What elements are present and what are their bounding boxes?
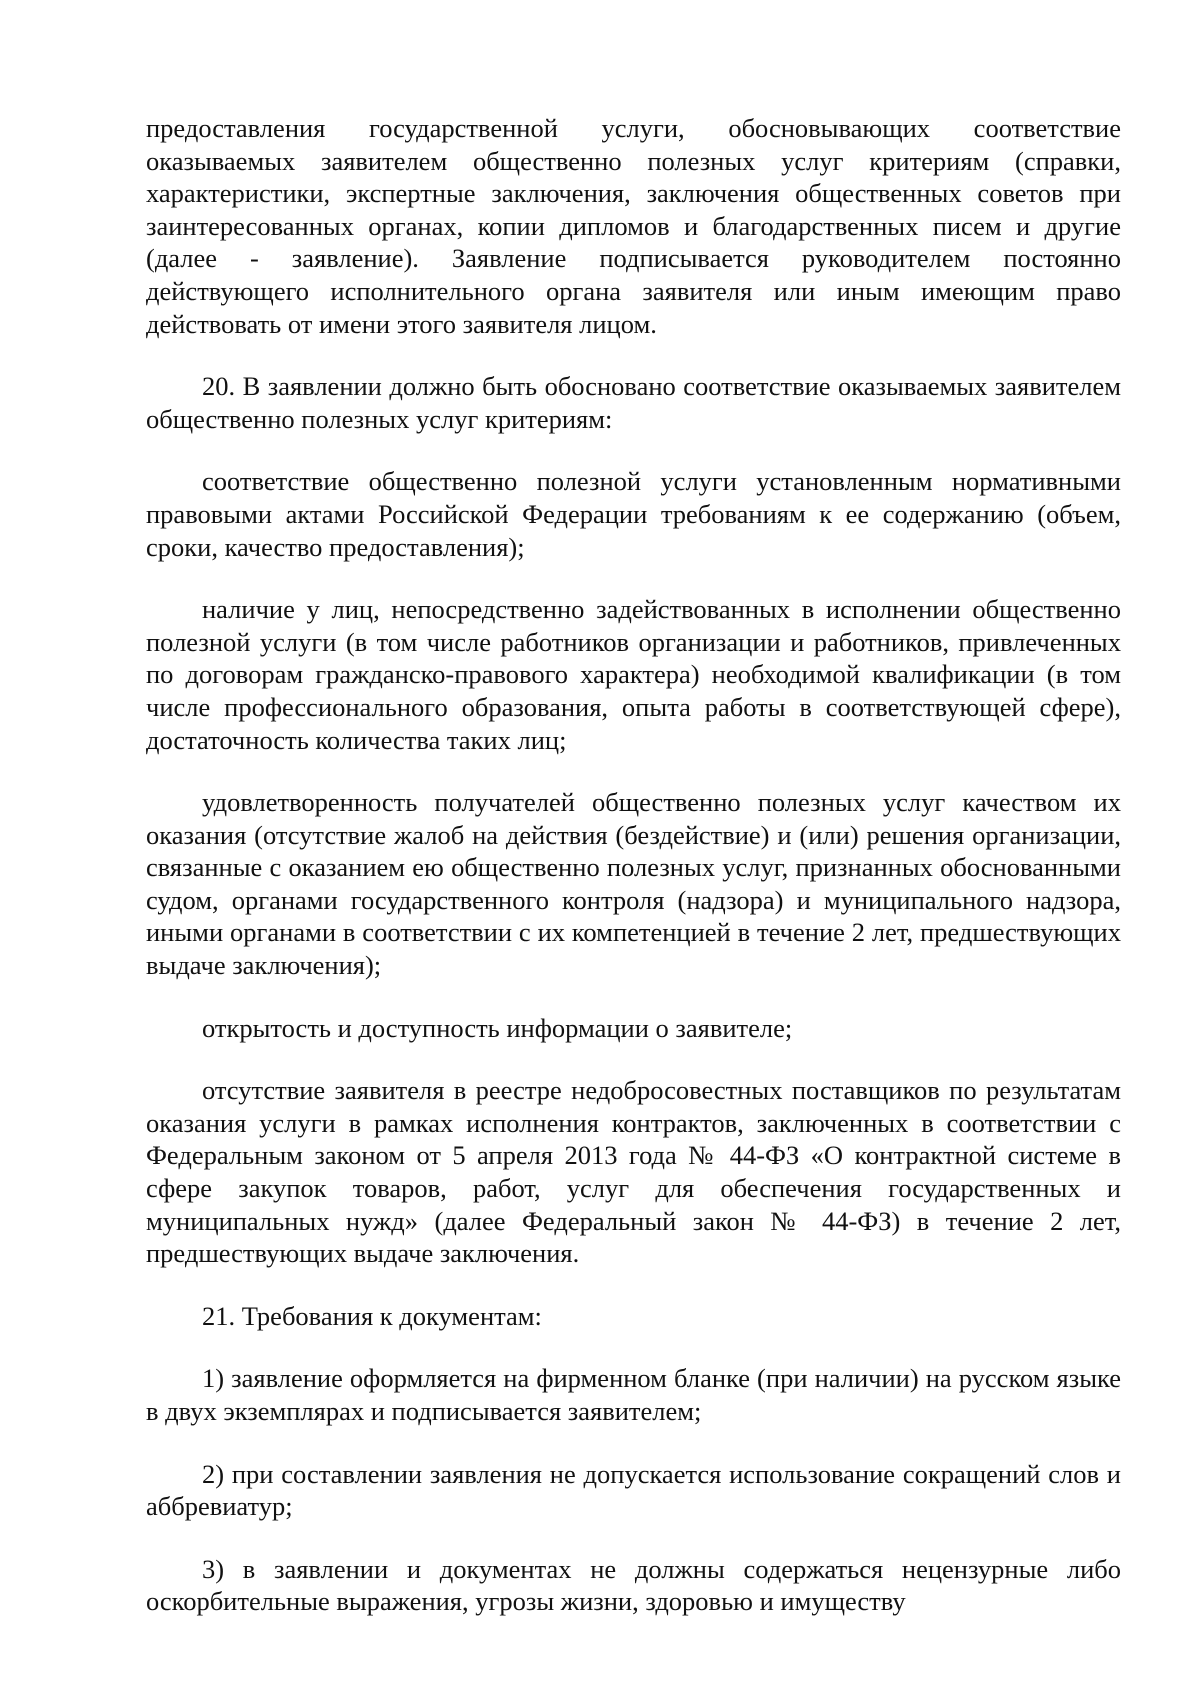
document-body [146, 112, 1121, 1618]
paragraph-criterion-requirements: соответствие общественно полезной услуги установленным нормативными правовыми актами Российской Федерации требованиям к ее содержанию (объем, сроки, качество предоставления); [146, 466, 1121, 562]
paragraph-requirement-3: 3) в заявлении и документах не должны содержаться нецензурные либо оскорбительные выражения, угрозы жизни, здоровью и имуществу [146, 1553, 1121, 1617]
paragraph-requirement-2: 2) при составлении заявления не допускается использование сокращений слов и аббревиатур; [146, 1458, 1121, 1522]
paragraph-item-21: 21. Требования к документам: [202, 1300, 542, 1331]
paragraph-continuation: предоставления государственной услуги, обосновывающих соответствие оказываемых заявителем общественно полезных услуг критериям (справки, характеристики, экспертные заключения, заключения общественных советов при заинтересованных органах, копии дипломов и благодарственных писем и другие (далее - заявление). Заявление подписывается руководителем постоянно действующего исполнительного органа заявителя или иным имеющим право действовать от имени этого заявителя лицом. [146, 113, 1121, 339]
paragraph-criterion-satisfaction: удовлетворенность получателей общественно полезных услуг качеством их оказания (отсутствие жалоб на действия (бездействие) и (или) решения организации, связанные с оказанием ею общественно полезных услуг, признанных обоснованными судом, органами государственного контроля (надзора) и муниципального надзора, иными органами в соответствии с их компетенцией в течение 2 лет, предшествующих выдаче заключения); [146, 787, 1121, 981]
paragraph-criterion-registry: отсутствие заявителя в реестре недобросовестных поставщиков по результатам оказания услуги в рамках исполнения контрактов, заключенных в соответствии с Федеральным законом от 5 апреля 2013 года № 44-ФЗ «О контрактной системе в сфере закупок товаров, работ, услуг для обеспечения государственных и муниципальных нужд» (далее Федеральный закон № 44-ФЗ) в течение 2 лет, предшествующих выдаче заключения. [146, 1075, 1121, 1269]
paragraph-item-20: 20. В заявлении должно быть обосновано соответствие оказываемых заявителем общественно полезных услуг критериям: [146, 371, 1121, 434]
paragraph-criterion-qualification: наличие у лиц, непосредственно задействованных в исполнении общественно полезной услуги (в том числе работников организации и работников, привлеченных по договорам гражданско-правового характера) необходимой квалификации (в том числе профессионального образования, опыта работы в соответствующей сфере), достаточность количества таких лиц; [146, 594, 1121, 755]
paragraph-requirement-1: 1) заявление оформляется на фирменном бланке (при наличии) на русском языке в двух экземплярах и подписывается заявителем; [146, 1363, 1121, 1426]
paragraph-criterion-openness: открытость и доступность информации о заявителе; [202, 1012, 793, 1043]
